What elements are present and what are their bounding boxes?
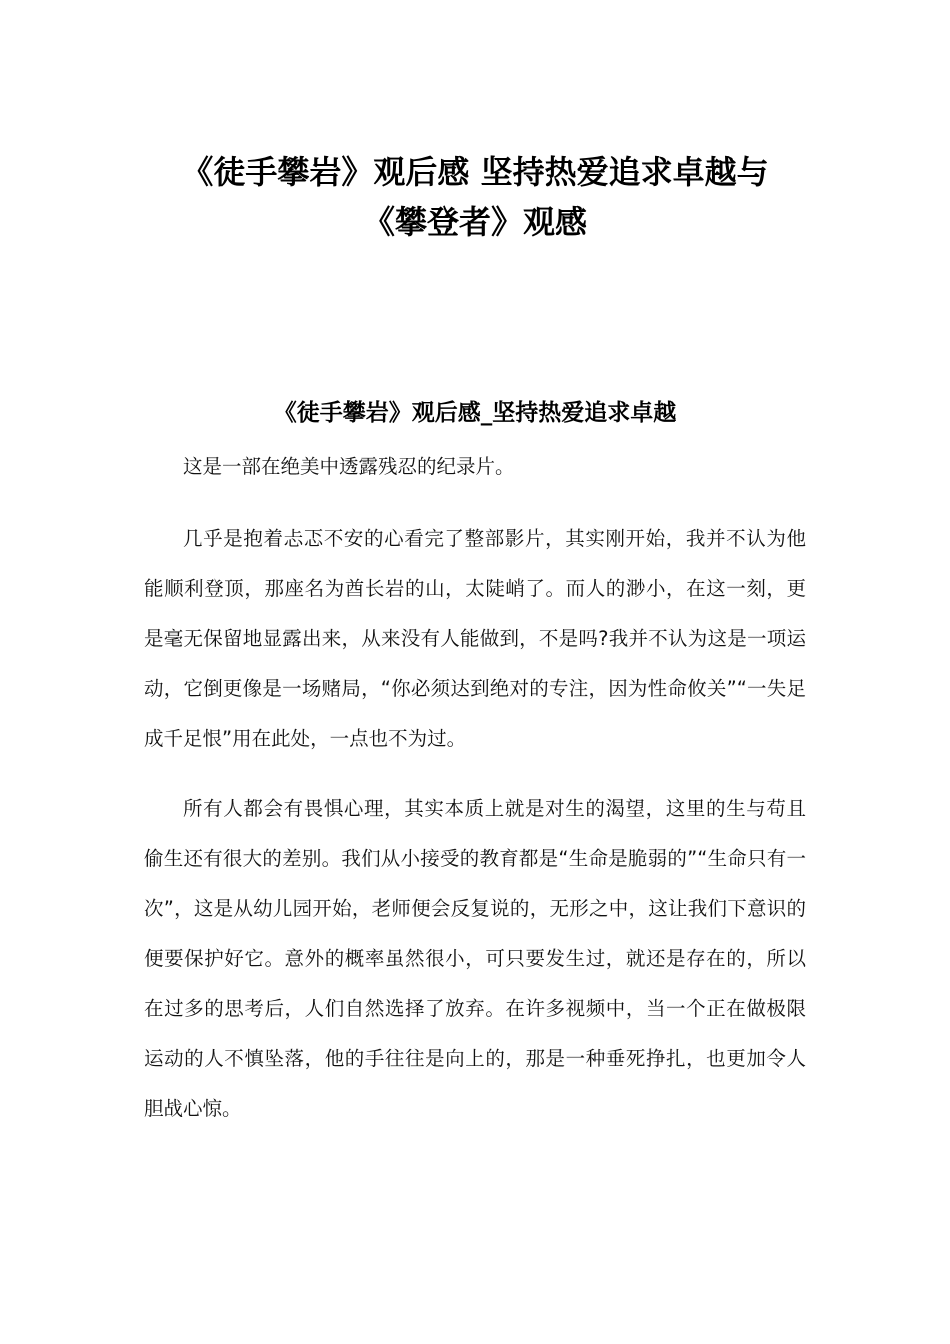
paragraph-block-1	[144, 442, 806, 492]
paragraph-block-2	[144, 514, 806, 764]
paragraph-1: 这是一部在绝美中透露残忍的纪录片。	[183, 455, 515, 478]
document-title-line-1: 《徒手攀岩》观后感 坚持热爱追求卓越与	[181, 153, 769, 192]
section-heading: 《徒手攀岩》观后感_坚持热爱追求卓越	[273, 400, 677, 427]
paragraph-block-3	[144, 784, 806, 1134]
paragraph-3: 所有人都会有畏惧心理，其实本质上就是对生的渴望，这里的生与苟且偷生还有很大的差别。我们从小接受的教育都是“生命是脆弱的”“生命只有一次”，这是从幼儿园开始，老师便会反复说的，无形之中，这让我们下意识的便要保护好它。意外的概率虽然很小，可只要发生过，就还是存在的，所以在过多的思考后，人们自然选择了放弃。在许多视频中，当一个正在做极限运动的人不慎坠落，他的手往往是向上的，那是一种垂死挣扎，也更加令人胆战心惊。	[144, 797, 806, 1120]
document-title-line-2: 《攀登者》观感	[362, 203, 587, 242]
paragraph-2: 几乎是抱着忐忑不安的心看完了整部影片，其实刚开始，我并不认为他能顺利登顶，那座名为酋长岩的山，太陡峭了。而人的渺小，在这一刻，更是毫无保留地显露出来，从来没有人能做到，不是吗?我并不认为这是一项运动，它倒更像是一场赌局，“你必须达到绝对的专注，因为性命攸关”“一失足成千足恨”用在此处，一点也不为过。	[144, 527, 806, 750]
document-title	[0, 147, 950, 247]
